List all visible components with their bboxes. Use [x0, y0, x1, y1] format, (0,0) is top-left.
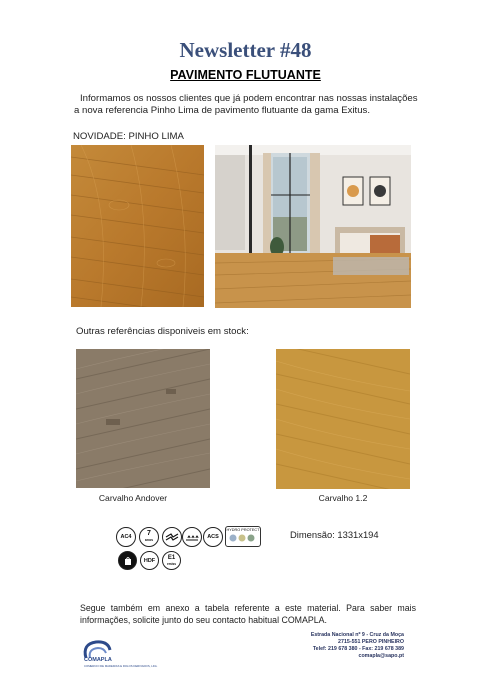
company-address — [290, 632, 404, 660]
acs-certification-icon: ACS — [203, 527, 223, 547]
footer-paragraph: Segue também em anexo a tabela referente a este material. Para saber mais informações, solicite junto do seu contacto habitual COMAPLA. — [80, 603, 416, 625]
bag-icon — [118, 551, 137, 570]
email-address[interactable]: comapla@sapo.pt — [358, 653, 404, 659]
address-line-2: 2715-551 PERO PINHEIRO — [338, 639, 404, 645]
dimension-label: Dimensão: 1331x194 — [290, 529, 379, 540]
click-system-icon — [162, 527, 182, 547]
room-scene-image — [215, 145, 411, 308]
e1-emission-icon: E1 emiss — [162, 551, 181, 570]
newsletter-title: Newsletter #48 — [179, 38, 312, 62]
pinho-lima-texture-image — [71, 145, 204, 307]
product-caption-andover: Carvalho Andover — [98, 493, 168, 503]
outras-referencias-label: Outras referências disponiveis em stock: — [76, 326, 249, 337]
hdf-icon: HDF — [140, 551, 159, 570]
intro-paragraph: Informamos os nossos clientes que já podem encontrar nas nossas instalações a nova referencia Pinho Lima de pavimento flutuante da gama Exitus. — [74, 93, 418, 116]
phone-fax: Telef: 219 678 380 - Fax: 219 678 389 — [312, 646, 404, 652]
novidade-label: NOVIDADE: PINHO LIMA — [73, 131, 184, 142]
company-tagline: COMERCIO DE MADEIRAS E ROLOS DERIVADOS, LDA. — [84, 664, 158, 668]
warranty-years-icon: 7 anos — [139, 527, 159, 547]
address-line-1: Estrada Nacional nº 9 - Cruz da Moça — [310, 632, 404, 638]
ac-rating-icon: AC4 — [116, 527, 136, 547]
company-name: COMAPLA — [84, 657, 112, 663]
product-caption-carvalho-1-2: Carvalho 1.2 — [318, 493, 368, 503]
section-title: PAVIMENTO FLUTUANTE — [170, 68, 321, 82]
hydro-protect-icon: HYDRO PROTECT — [225, 526, 261, 547]
carvalho-andover-texture-image — [76, 349, 210, 488]
carvalho-1-2-texture-image — [276, 349, 410, 489]
underfloor-heating-icon — [182, 527, 202, 547]
